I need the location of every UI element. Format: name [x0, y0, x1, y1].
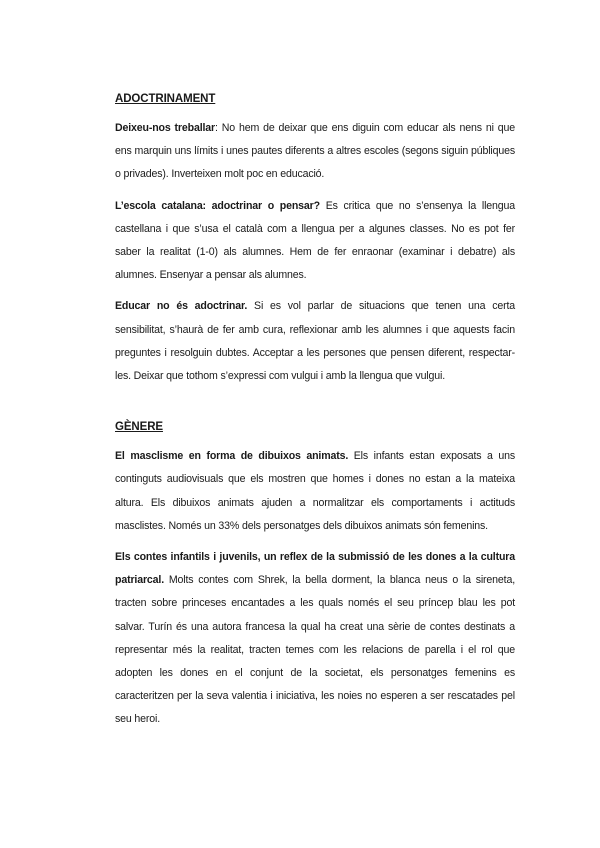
document-page: [115, 92, 515, 740]
paragraph: [115, 546, 515, 732]
paragraph-lead: Els contes infantils i juvenils, un reflex de la submissió de les dones a la cultura patriarcal.: [115, 551, 515, 587]
paragraph: [115, 295, 515, 388]
section-heading: GÈNERE: [115, 421, 163, 434]
paragraph: [115, 117, 515, 187]
paragraph-text: Els infants estan exposats a uns continguts audiovisuals que els mostren que homes i dones no estan a la mateixa altura. Els dibuixos animats ajuden a normalitzar els comportaments i actituds masclistes. Només un 33% dels personatges dels dibuixos animats són femenins.: [115, 450, 515, 532]
paragraph-lead: Educar no és adoctrinar.: [115, 300, 248, 313]
section-genere: [115, 420, 515, 731]
section-heading: ADOCTRINAMENT: [115, 93, 216, 105]
paragraph: [115, 195, 515, 288]
paragraph-lead: L’escola catalana: adoctrinar o pensar?: [115, 199, 320, 212]
section-spacer: [115, 396, 515, 420]
paragraph-text: Molts contes com Shrek, la bella dorment, la blanca neus o la sireneta, tracten sobre princeses encantades a les quals només el seu príncep blau les pot salvar. Turín és una autora francesa la qual ha creat una sèrie de contes destinats a representar més la realitat, tracten temes com les relacions de parella i el rol que adopten les dones en el conjunt de la societat, els personatges femenins es caracteritzen per la seva valentia i iniciativa, les noies no esperen a ser rescatades pel seu heroi.: [115, 574, 515, 726]
paragraph-text: Si es vol parlar de situacions que tenen una certa sensibilitat, s’haurà de fer amb cura, reflexionar amb les alumnes i que aquests facin preguntes i resolguin dubtes. Acceptar a les persones que pensen diferent, respectar-les. Deixar que tothom s’expressi com vulgui i amb la llengua que vulgui.: [115, 300, 515, 383]
paragraph-lead: Deixeu-nos treballar: [115, 122, 216, 134]
paragraph-text: : No hem de deixar que ens diguin com educar als nens ni que ens marquin uns límits i unes pautes diferents a altres escoles (segons siguin públiques o privades). Inverteixen molt poc en educació.: [115, 122, 515, 181]
paragraph: [115, 445, 515, 538]
section-adoctrinament: [115, 92, 515, 388]
paragraph-text: Es critica que no s’ensenya la llengua castellana i que s’usa el català com a llengua per a algunes classes. No es pot fer saber la realitat (1-0) als alumnes. Hem de fer enraonar (examinar i debatre) als alumnes. Ensenyar a pensar als alumnes.: [115, 199, 515, 282]
paragraph-lead: El masclisme en forma de dibuixos animats.: [115, 450, 349, 463]
